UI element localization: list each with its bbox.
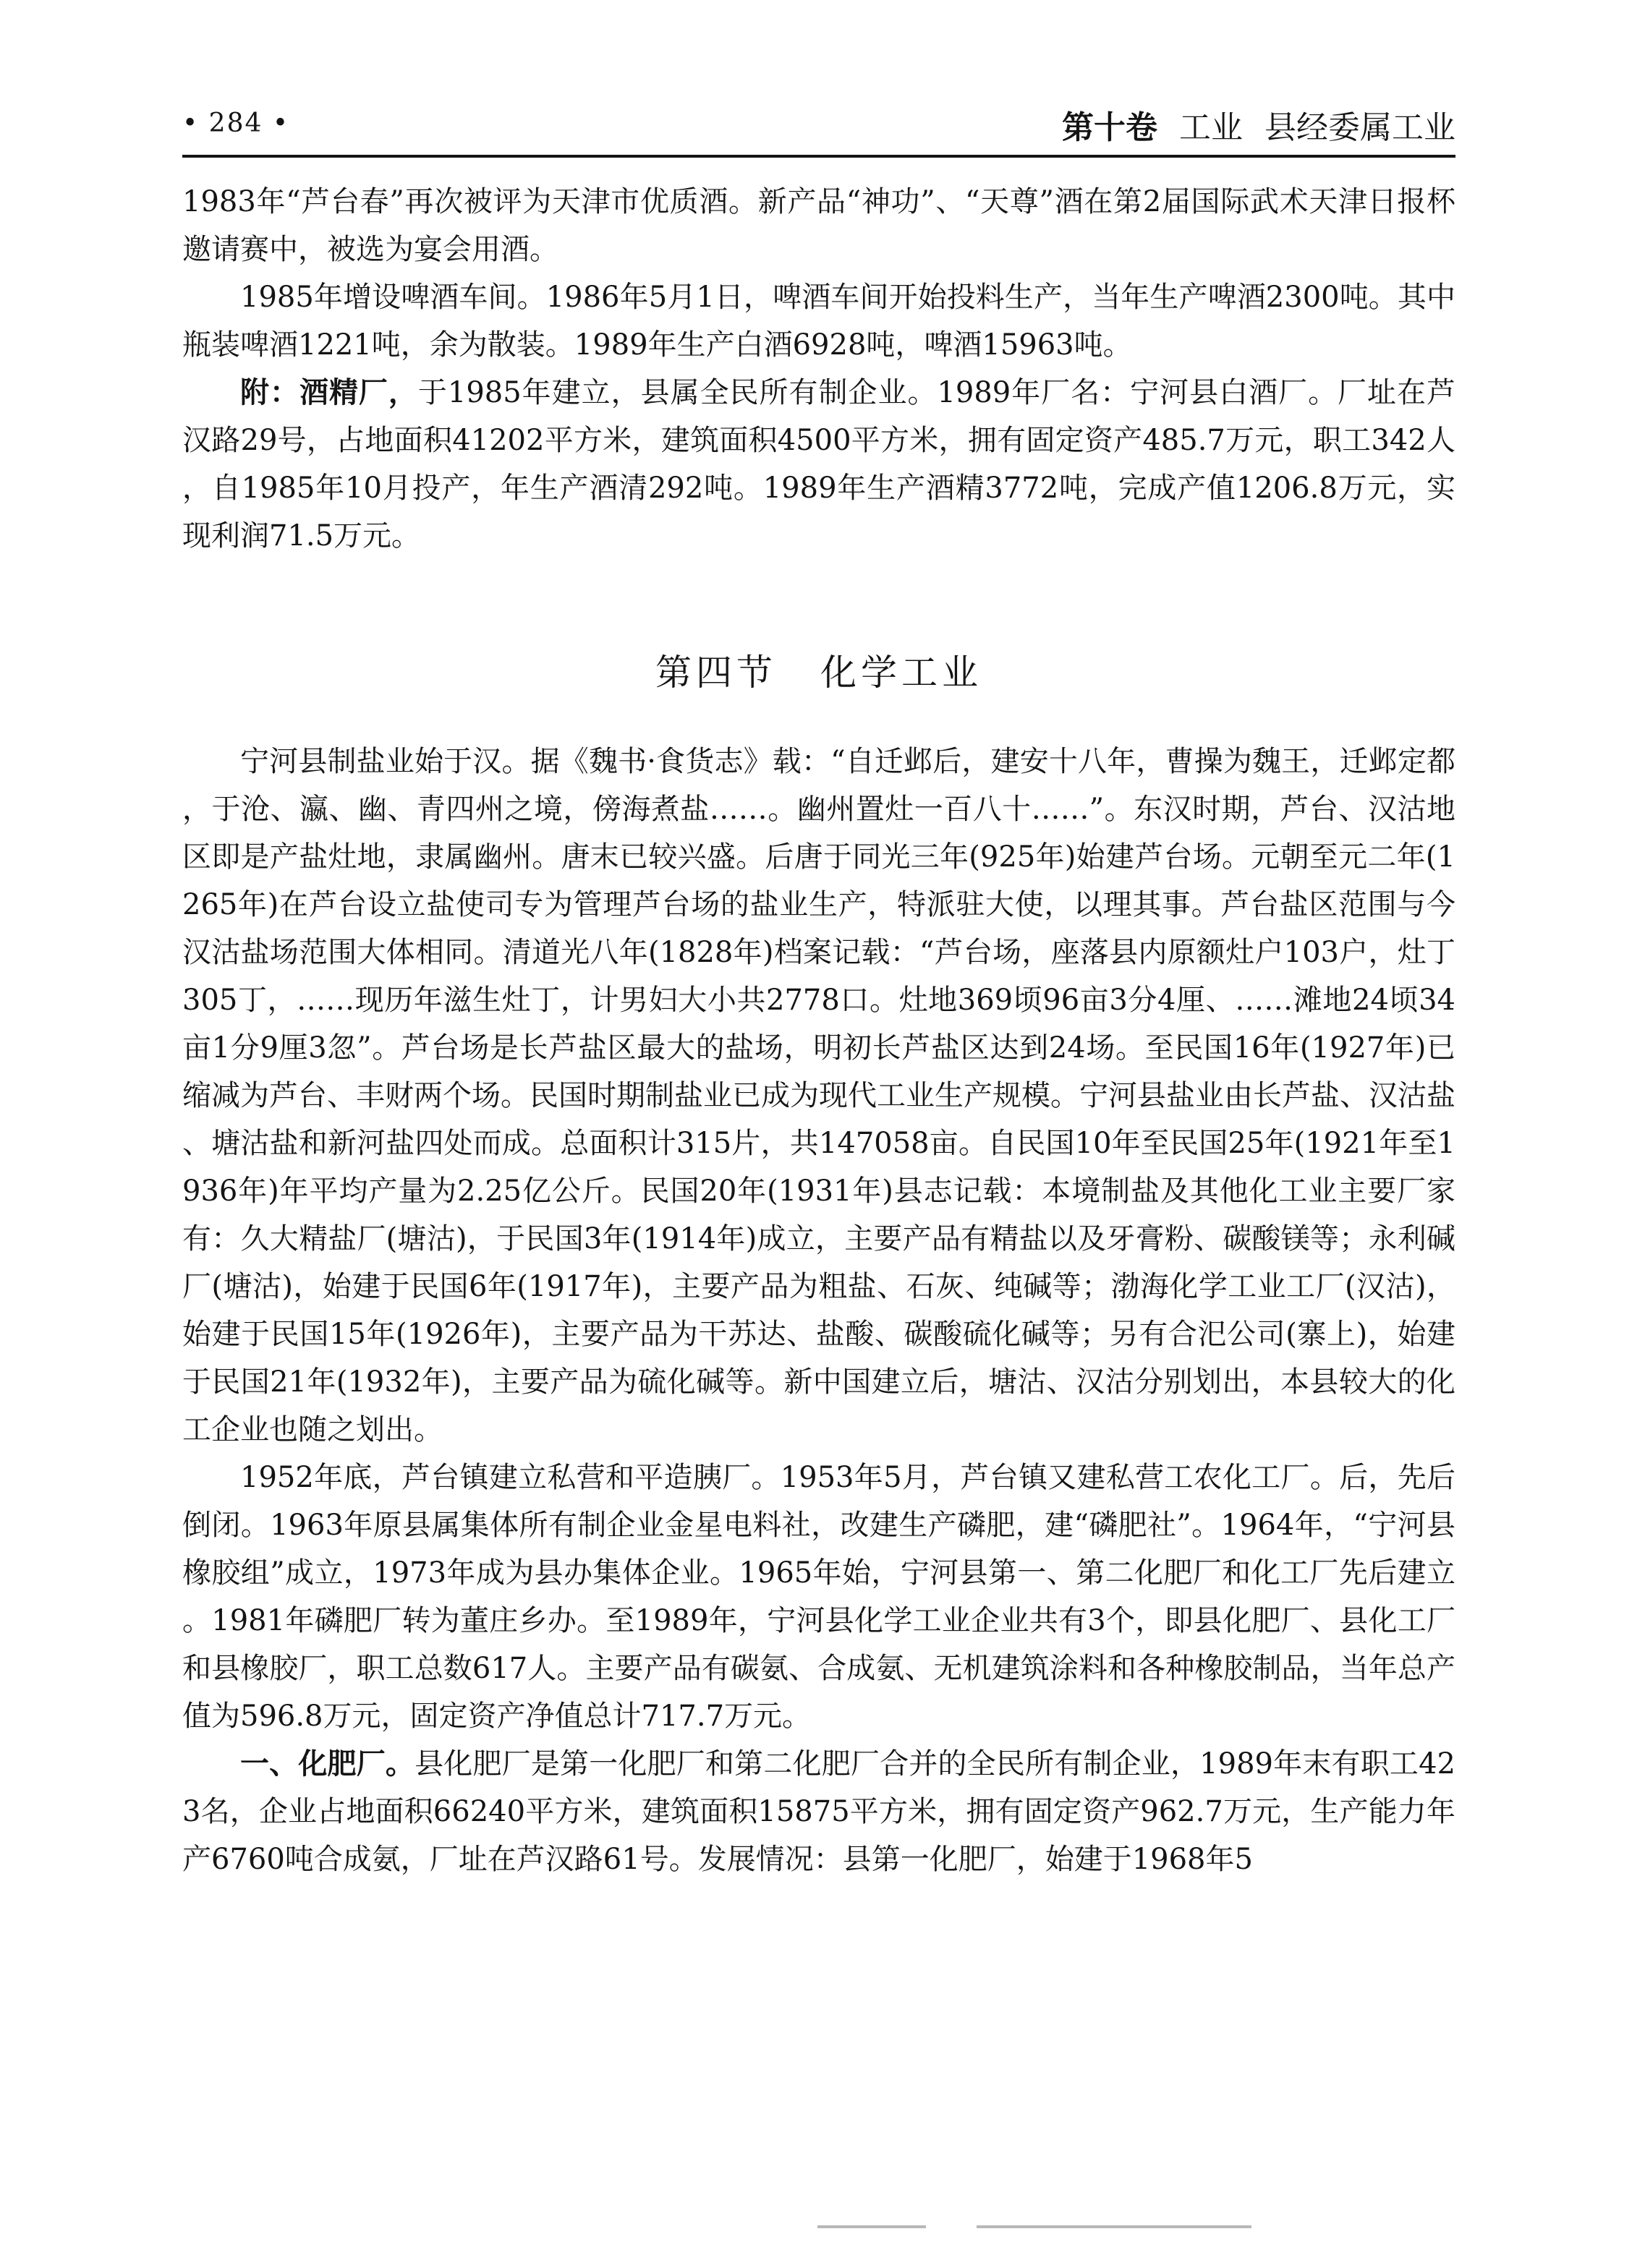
header-volume: 第十卷: [1062, 109, 1157, 146]
paragraph-fertilizer-factory: [182, 1740, 1455, 1883]
scan-artifact: [817, 2225, 926, 2228]
paragraph-body: 县化肥厂是第一化肥厂和第二化肥厂合并的全民所有制企业，1989年末有职工423名，企业占地面积66240平方米，建筑面积15875平方米，拥有固定资产962.7万元，生产能力年产6760吨合成氨，厂址在芦汉路61号。发展情况：县第一化肥厂，始建于1968年5: [182, 1747, 1455, 1876]
section-title: [182, 644, 1455, 696]
section-name: 化学工业: [820, 652, 982, 694]
paragraph-chemical-industry: 1952年底，芦台镇建立私营和平造胰厂。1953年5月，芦台镇又建私营工农化工厂。后，先后倒闭。1963年原县属集体所有制企业金星电料社，改建生产磷肥，建“磷肥社”。1964年，“宁河县橡胶组”成立，1973年成为县办集体企业。1965年始，宁河县第一、第二化肥厂和化工厂先后建立。1981年磷肥厂转为董庄乡办。至1989年，宁河县化学工业企业共有3个，即县化肥厂、县化工厂和县橡胶厂，职工总数617人。主要产品有碳氨、合成氨、无机建筑涂料和各种橡胶制品，当年总产值为596.8万元，固定资产净值总计717.7万元。: [182, 1461, 1455, 1733]
header-part: 工业: [1179, 109, 1243, 146]
main-text-block: [182, 738, 1455, 1883]
paragraph-lead: 附：酒精厂，: [240, 375, 418, 409]
paragraph-salt-history: 宁河县制盐业始于汉。据《魏书·食货志》载：“自迁邺后，建安十八年，曹操为魏王，迁邺定都，于沧、瀛、幽、青四州之境，傍海煮盐……。幽州置灶一百八十……”。东汉时期，芦台、汉沽地区即是产盐灶地，隶属幽州。唐末已较兴盛。后唐于同光三年(925年)始建芦台场。元朝至元二年(1265年)在芦台设立盐使司专为管理芦台场的盐业生产，特派驻大使，以理其事。芦台盐区范围与今汉沽盐场范围大体相同。清道光八年(1828年)档案记载：“芦台场，座落县内原额灶户103户，灶丁305丁，……现历年滋生灶丁，计男妇大小共2778口。灶地369顷96亩3分4厘、……滩地24顷34亩1分9厘3忽”。芦台场是长芦盐区最大的盐场，明初长芦盐区达到24场。至民国16年(1927年)已缩减为芦台、丰财两个场。民国时期制盐业已成为现代工业生产规模。宁河县盐业由长芦盐、汉沽盐、塘沽盐和新河盐四处而成。总面积计315片，共147058亩。自民国10年至民国25年(1921年至1936年)年平均产量为2.25亿公斤。民国20年(1931年)县志记载：本境制盐及其他化工业主要厂家有：久大精盐厂(塘沽)，于民国3年(1914年)成立，主要产品有精盐以及牙膏粉、碳酸镁等；永利碱厂(塘沽)，始建于民国6年(1917年)，主要产品为粗盐、石灰、纯碱等；渤海化学工业工厂(汉沽)，始建于民国15年(1926年)，主要产品为干苏达、盐酸、碳酸硫化碱等；另有合汜公司(寨上)，始建于民国21年(1932年)，主要产品为硫化碱等。新中国建立后，塘沽、汉沽分别划出，本县较大的化工企业也随之划出。: [182, 745, 1455, 1446]
running-header: [182, 101, 1455, 152]
paragraph-alcohol-factory: [182, 369, 1455, 560]
header-rule: [182, 155, 1455, 158]
header-section: 县经委属工业: [1264, 109, 1455, 146]
paragraph-lead: 一、化肥厂。: [240, 1747, 415, 1781]
paragraph-body: 于1985年建立，县属全民所有制企业。1989年厂名：宁河县白酒厂。厂址在芦汉路29号，占地面积41202平方米，建筑面积4500平方米，拥有固定资产485.7万元，职工342人，自1985年10月投产，年生产酒清292吨。1989年生产酒精3772吨，完成产值1206.8万元，实现利润71.5万元。: [182, 376, 1456, 553]
page-number: • 284 •: [182, 108, 290, 138]
header-title: [1062, 101, 1455, 148]
top-text-block: [182, 178, 1455, 560]
scan-artifact: [977, 2225, 1251, 2228]
section-number: 第四节: [655, 652, 777, 694]
paragraph-beer: 1985年增设啤酒车间。1986年5月1日，啤酒车间开始投料生产，当年生产啤酒2300吨。其中瓶装啤酒1221吨，余为散装。1989年生产白酒6928吨，啤酒15963吨。: [182, 281, 1455, 362]
paragraph-continuation: 1983年“芦台春”再次被评为天津市优质酒。新产品“神功”、“天尊”酒在第2届国际武术天津日报杯邀请赛中，被选为宴会用酒。: [182, 185, 1455, 266]
